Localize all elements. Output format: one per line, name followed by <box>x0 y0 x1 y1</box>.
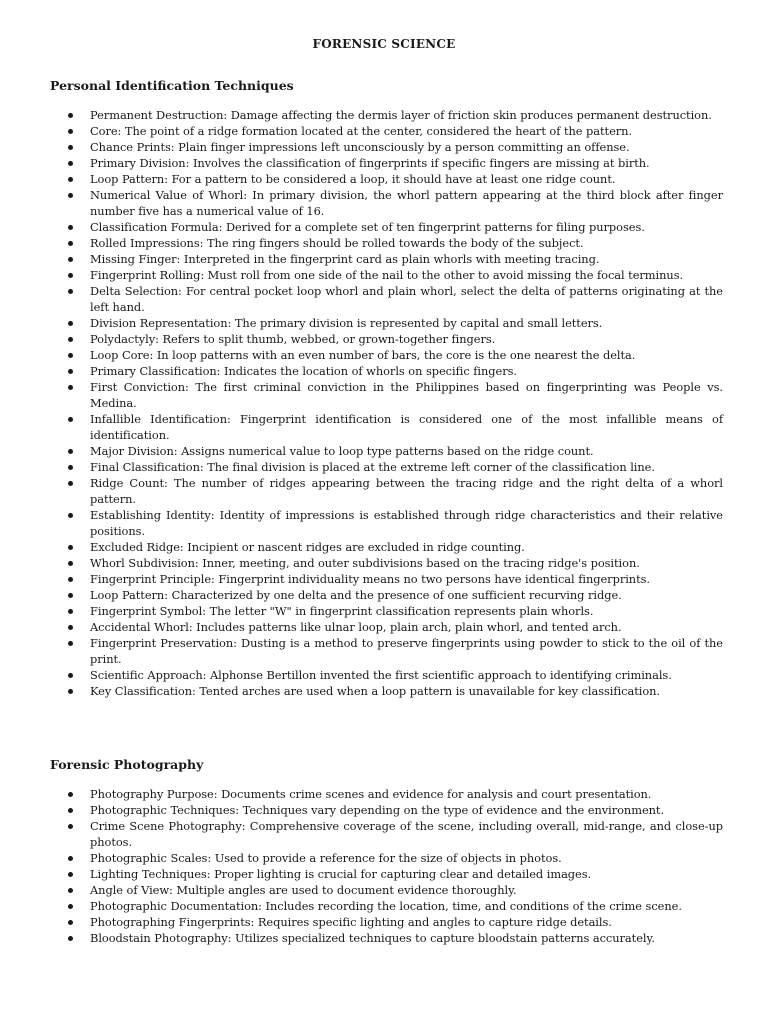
bullet-icon <box>68 561 73 566</box>
list-item-text: Photographic Techniques: Techniques vary depending on the type of evidence and the environment. <box>90 803 665 817</box>
bullet-icon <box>68 145 73 150</box>
list-item <box>50 603 723 619</box>
list-item-text: Whorl Subdivision: Inner, meeting, and outer subdivisions based on the tracing ridge's position. <box>90 556 640 570</box>
bullet-icon <box>68 856 73 861</box>
bullet-icon <box>68 481 73 486</box>
list-item-text: Rolled Impressions: The ring fingers should be rolled towards the body of the subject. <box>90 236 584 250</box>
list-item <box>50 555 723 571</box>
bullet-icon <box>68 161 73 166</box>
list-item <box>50 251 723 267</box>
list-item-text: Chance Prints: Plain finger impressions left unconsciously by a person committing an offense. <box>90 140 630 154</box>
section-heading-personal-identification: Personal Identification Techniques <box>50 78 294 93</box>
list-item <box>50 235 723 251</box>
list-item-text: Loop Pattern: For a pattern to be considered a loop, it should have at least one ridge count. <box>90 172 616 186</box>
bullet-icon <box>68 225 73 230</box>
list-item <box>50 187 723 219</box>
bullet-icon <box>68 609 73 614</box>
list-item <box>50 802 723 818</box>
bullet-icon <box>68 625 73 630</box>
list-item-text: Core: The point of a ridge formation located at the center, considered the heart of the pattern. <box>90 124 633 138</box>
list-item <box>50 898 723 914</box>
list-item-text: Delta Selection: For central pocket loop whorl and plain whorl, select the delta of patterns originating at the left hand. <box>90 284 723 314</box>
list-item-text: Key Classification: Tented arches are used when a loop pattern is unavailable for key classification. <box>90 684 661 698</box>
bullet-icon <box>68 689 73 694</box>
list-item <box>50 171 723 187</box>
list-item <box>50 267 723 283</box>
list-item <box>50 475 723 507</box>
bullet-icon <box>68 289 73 294</box>
list-item-text: Primary Division: Involves the classification of fingerprints if specific fingers are missing at birth. <box>90 156 650 170</box>
list-item-text: Angle of View: Multiple angles are used to document evidence thoroughly. <box>90 883 517 897</box>
list-item <box>50 786 723 802</box>
list-item <box>50 315 723 331</box>
bullet-icon <box>68 465 73 470</box>
list-item-text: Accidental Whorl: Includes patterns like ulnar loop, plain arch, plain whorl, and tented arch. <box>90 620 622 634</box>
list-item-text: First Conviction: The first criminal conviction in the Philippines based on fingerprinting was People vs. Medina. <box>90 380 723 410</box>
list-item <box>50 331 723 347</box>
list-item <box>50 683 723 699</box>
bullet-icon <box>68 920 73 925</box>
list-item-text: Infallible Identification: Fingerprint identification is considered one of the most infallible means of identification. <box>90 412 723 442</box>
list-item <box>50 635 723 667</box>
list-item-text: Primary Classification: Indicates the location of whorls on specific fingers. <box>90 364 517 378</box>
list-item-text: Loop Pattern: Characterized by one delta and the presence of one sufficient recurving ridge. <box>90 588 622 602</box>
list-item <box>50 587 723 603</box>
list-item <box>50 123 723 139</box>
list-item <box>50 850 723 866</box>
list-item-text: Numerical Value of Whorl: In primary division, the whorl pattern appearing at the third block after finger number five has a numerical value of 16. <box>90 188 723 218</box>
list-item-text: Fingerprint Principle: Fingerprint individuality means no two persons have identical fingerprints. <box>90 572 650 586</box>
list-item-text: Major Division: Assigns numerical value to loop type patterns based on the ridge count. <box>90 444 594 458</box>
list-item-text: Final Classification: The final division is placed at the extreme left corner of the classification line. <box>90 460 655 474</box>
bullet-icon <box>68 792 73 797</box>
list-item <box>50 914 723 930</box>
bullet-icon <box>68 513 73 518</box>
list-item <box>50 411 723 443</box>
list-item-text: Bloodstain Photography: Utilizes specialized techniques to capture bloodstain patterns accurately. <box>90 931 655 945</box>
bullet-icon <box>68 113 73 118</box>
list-item <box>50 507 723 539</box>
list-item-text: Photographing Fingerprints: Requires specific lighting and angles to capture ridge details. <box>90 915 612 929</box>
list-item-text: Missing Finger: Interpreted in the fingerprint card as plain whorls with meeting tracing. <box>90 252 600 266</box>
list-item <box>50 443 723 459</box>
bullet-list-personal-identification <box>50 107 723 699</box>
list-item <box>50 219 723 235</box>
list-item <box>50 283 723 315</box>
list-item-text: Excluded Ridge: Incipient or nascent ridges are excluded in ridge counting. <box>90 540 525 554</box>
list-item <box>50 107 723 123</box>
bullet-icon <box>68 241 73 246</box>
list-item <box>50 363 723 379</box>
bullet-icon <box>68 824 73 829</box>
list-item <box>50 866 723 882</box>
bullet-icon <box>68 353 73 358</box>
bullet-icon <box>68 449 73 454</box>
list-item <box>50 459 723 475</box>
list-item-text: Permanent Destruction: Damage affecting the dermis layer of friction skin produces permanent destruction. <box>90 108 712 122</box>
bullet-icon <box>68 273 73 278</box>
list-item-text: Loop Core: In loop patterns with an even number of bars, the core is the one nearest the delta. <box>90 348 636 362</box>
list-item-text: Fingerprint Symbol: The letter "W" in fingerprint classification represents plain whorls. <box>90 604 594 618</box>
bullet-icon <box>68 888 73 893</box>
bullet-icon <box>68 593 73 598</box>
list-item-text: Fingerprint Rolling: Must roll from one side of the nail to the other to avoid missing the focal terminus. <box>90 268 684 282</box>
list-item <box>50 379 723 411</box>
list-item-text: Classification Formula: Derived for a complete set of ten fingerprint patterns for filing purposes. <box>90 220 645 234</box>
list-item-text: Photography Purpose: Documents crime scenes and evidence for analysis and court presentation. <box>90 787 652 801</box>
bullet-icon <box>68 904 73 909</box>
bullet-icon <box>68 936 73 941</box>
bullet-icon <box>68 385 73 390</box>
list-item <box>50 882 723 898</box>
list-item-text: Scientific Approach: Alphonse Bertillon invented the first scientific approach to identifying criminals. <box>90 668 672 682</box>
list-item <box>50 539 723 555</box>
list-item-text: Fingerprint Preservation: Dusting is a method to preserve fingerprints using powder to stick to the oil of the print. <box>90 636 723 666</box>
list-item <box>50 619 723 635</box>
bullet-icon <box>68 369 73 374</box>
document-title: FORENSIC SCIENCE <box>312 37 456 51</box>
list-item-text: Establishing Identity: Identity of impressions is established through ridge characteristics and their relative positions. <box>90 508 723 538</box>
bullet-icon <box>68 545 73 550</box>
list-item-text: Polydactyly: Refers to split thumb, webbed, or grown-together fingers. <box>90 332 496 346</box>
list-item <box>50 571 723 587</box>
bullet-icon <box>68 177 73 182</box>
list-item-text: Crime Scene Photography: Comprehensive coverage of the scene, including overall, mid-range, and close-up photos. <box>90 819 723 849</box>
list-item <box>50 667 723 683</box>
bullet-icon <box>68 872 73 877</box>
section-heading-forensic-photography: Forensic Photography <box>50 757 204 772</box>
bullet-list-forensic-photography <box>50 786 723 946</box>
bullet-icon <box>68 417 73 422</box>
list-item <box>50 139 723 155</box>
list-item <box>50 347 723 363</box>
bullet-icon <box>68 337 73 342</box>
list-item <box>50 818 723 850</box>
bullet-icon <box>68 321 73 326</box>
bullet-icon <box>68 673 73 678</box>
list-item-text: Photographic Documentation: Includes recording the location, time, and conditions of the crime scene. <box>90 899 682 913</box>
bullet-icon <box>68 129 73 134</box>
list-item-text: Ridge Count: The number of ridges appearing between the tracing ridge and the right delta of a whorl pattern. <box>90 476 723 506</box>
bullet-icon <box>68 808 73 813</box>
list-item-text: Photographic Scales: Used to provide a reference for the size of objects in photos. <box>90 851 562 865</box>
list-item-text: Division Representation: The primary division is represented by capital and small letters. <box>90 316 603 330</box>
list-item-text: Lighting Techniques: Proper lighting is crucial for capturing clear and detailed images. <box>90 867 592 881</box>
bullet-icon <box>68 193 73 198</box>
bullet-icon <box>68 577 73 582</box>
bullet-icon <box>68 641 73 646</box>
list-item <box>50 930 723 946</box>
bullet-icon <box>68 257 73 262</box>
list-item <box>50 155 723 171</box>
